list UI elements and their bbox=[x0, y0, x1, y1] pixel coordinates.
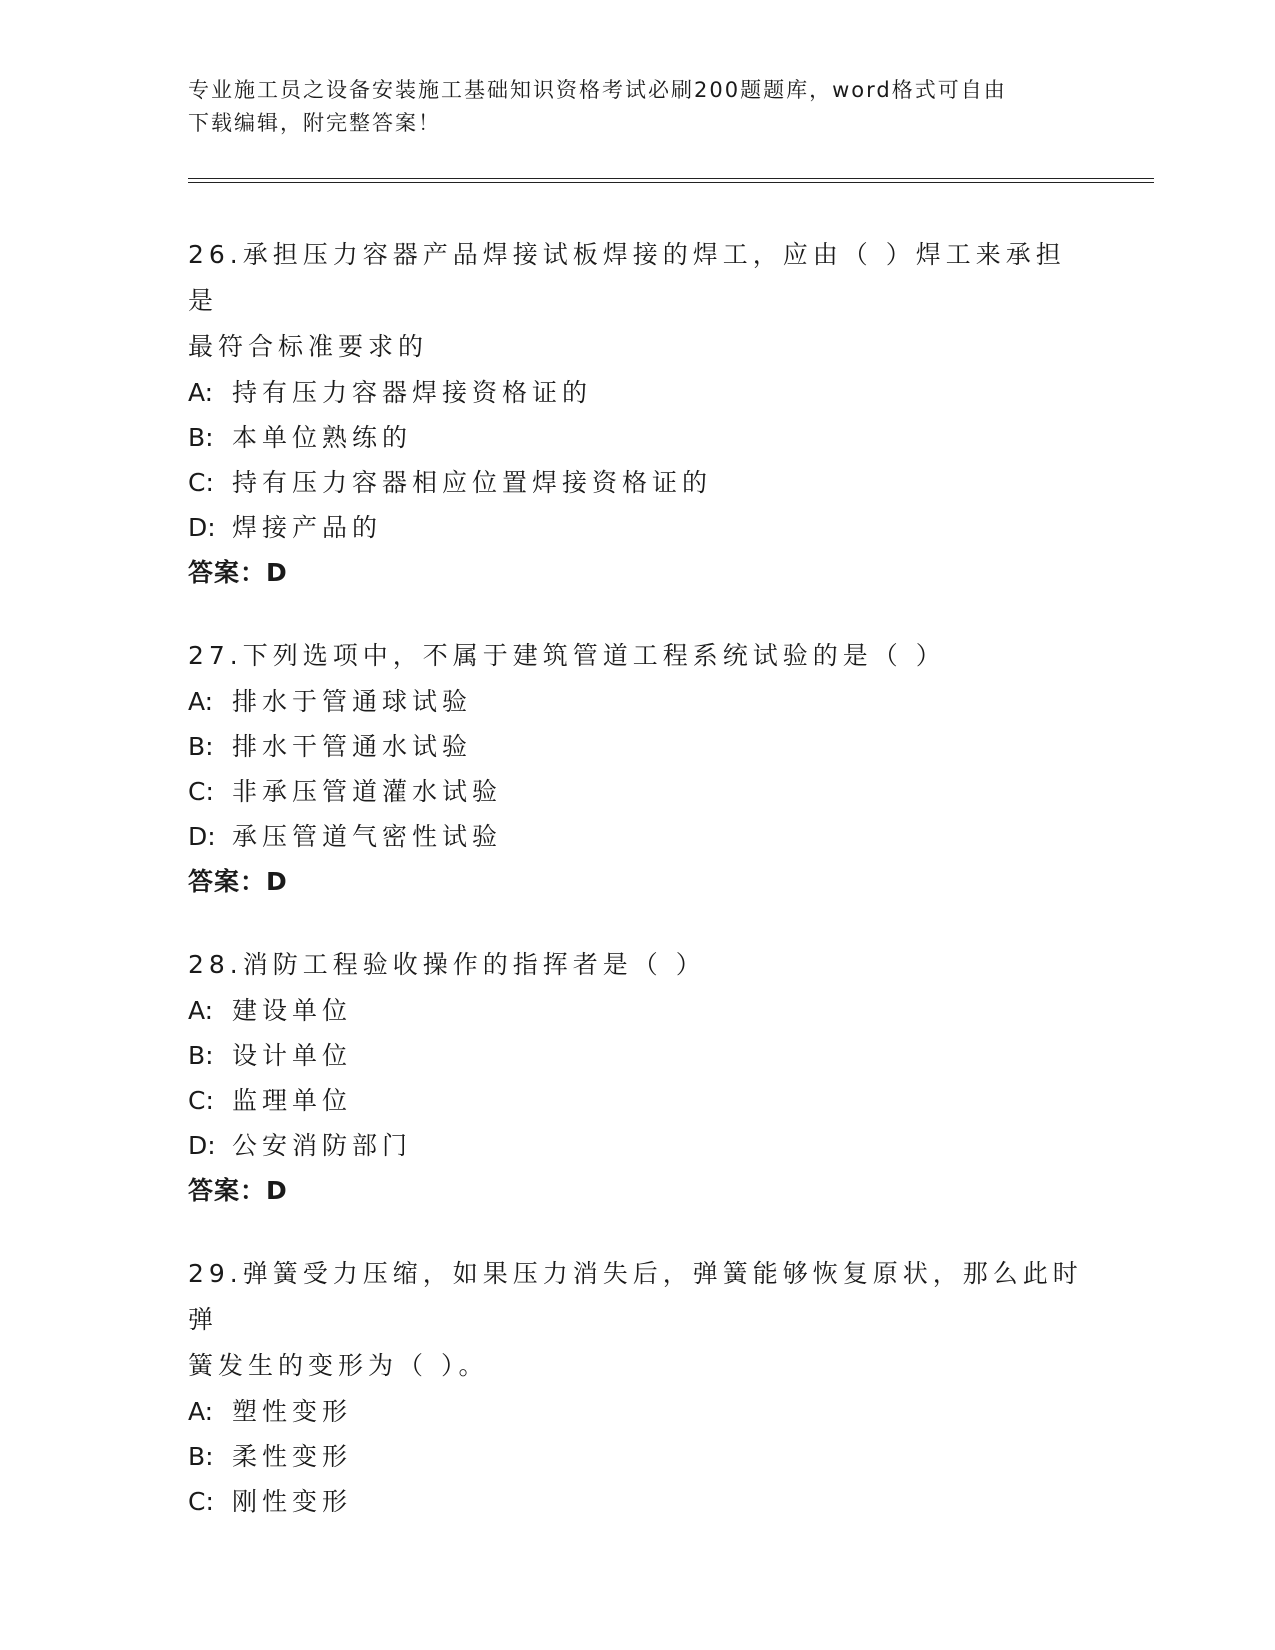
option-text: 监理单位 bbox=[232, 1086, 353, 1115]
question-stem-line: 28.消防工程验收操作的指挥者是（ ） bbox=[188, 950, 706, 979]
question-29 bbox=[188, 1251, 1088, 1524]
option-text: 持有压力容器焊接资格证的 bbox=[232, 378, 593, 407]
option-text: 非承压管道灌水试验 bbox=[232, 777, 503, 806]
header-divider-bottom bbox=[188, 182, 1154, 183]
option-c bbox=[188, 1479, 1088, 1524]
option-key: A: bbox=[188, 996, 214, 1025]
option-text: 排水干管通水试验 bbox=[232, 732, 473, 761]
question-26 bbox=[188, 232, 1088, 596]
option-d bbox=[188, 1123, 1088, 1168]
header-divider-top bbox=[188, 178, 1154, 179]
option-a bbox=[188, 370, 1088, 415]
question-stem-line: 29.弹簧受力压缩，如果压力消失后，弹簧能够恢复原状，那么此时弹 bbox=[188, 1259, 1083, 1334]
option-text: 排水于管通球试验 bbox=[232, 687, 473, 716]
option-text: 承压管道气密性试验 bbox=[232, 822, 503, 851]
answer-line: 答案：D bbox=[188, 867, 288, 896]
option-d bbox=[188, 505, 1088, 550]
option-text: 持有压力容器相应位置焊接资格证的 bbox=[232, 468, 713, 497]
option-c bbox=[188, 1078, 1088, 1123]
option-key: D: bbox=[188, 822, 216, 851]
option-c bbox=[188, 460, 1088, 505]
question-27 bbox=[188, 633, 1088, 905]
option-key: D: bbox=[188, 513, 216, 542]
option-text: 塑性变形 bbox=[232, 1397, 353, 1426]
document-header bbox=[188, 74, 1088, 140]
option-key: B: bbox=[188, 732, 214, 761]
option-key: C: bbox=[188, 1086, 214, 1115]
option-key: A: bbox=[188, 1397, 214, 1426]
option-text: 焊接产品的 bbox=[232, 513, 383, 542]
option-key: C: bbox=[188, 468, 214, 497]
question-stem-line: 27.下列选项中，不属于建筑管道工程系统试验的是（ ） bbox=[188, 641, 946, 670]
option-key: A: bbox=[188, 378, 214, 407]
option-b bbox=[188, 1434, 1088, 1479]
option-a bbox=[188, 1389, 1088, 1434]
option-key: D: bbox=[188, 1131, 216, 1160]
option-b bbox=[188, 724, 1088, 769]
option-text: 本单位熟练的 bbox=[232, 423, 413, 452]
option-b bbox=[188, 1033, 1088, 1078]
option-key: A: bbox=[188, 687, 214, 716]
question-stem-line: 最符合标准要求的 bbox=[188, 332, 429, 361]
header-line-2: 下载编辑，附完整答案！ bbox=[188, 111, 441, 135]
question-list bbox=[188, 232, 1088, 1561]
option-key: C: bbox=[188, 777, 214, 806]
option-text: 刚性变形 bbox=[232, 1487, 353, 1516]
option-key: C: bbox=[188, 1487, 214, 1516]
option-key: B: bbox=[188, 1442, 214, 1471]
answer-line: 答案：D bbox=[188, 558, 288, 587]
option-text: 公安消防部门 bbox=[232, 1131, 413, 1160]
option-key: B: bbox=[188, 423, 214, 452]
option-c bbox=[188, 769, 1088, 814]
answer-line: 答案：D bbox=[188, 1176, 288, 1205]
header-line-1: 专业施工员之设备安装施工基础知识资格考试必刷200题题库，word格式可自由 bbox=[188, 78, 1007, 102]
option-text: 柔性变形 bbox=[232, 1442, 353, 1471]
option-a bbox=[188, 679, 1088, 724]
option-b bbox=[188, 415, 1088, 460]
question-stem-line: 簧发生的变形为（ ）。 bbox=[188, 1351, 489, 1380]
option-text: 建设单位 bbox=[232, 996, 353, 1025]
option-a bbox=[188, 988, 1088, 1033]
option-key: B: bbox=[188, 1041, 214, 1070]
question-28 bbox=[188, 942, 1088, 1214]
option-text: 设计单位 bbox=[232, 1041, 353, 1070]
option-d bbox=[188, 814, 1088, 859]
question-stem-line: 26.承担压力容器产品焊接试板焊接的焊工，应由（ ）焊工来承担是 bbox=[188, 240, 1066, 315]
